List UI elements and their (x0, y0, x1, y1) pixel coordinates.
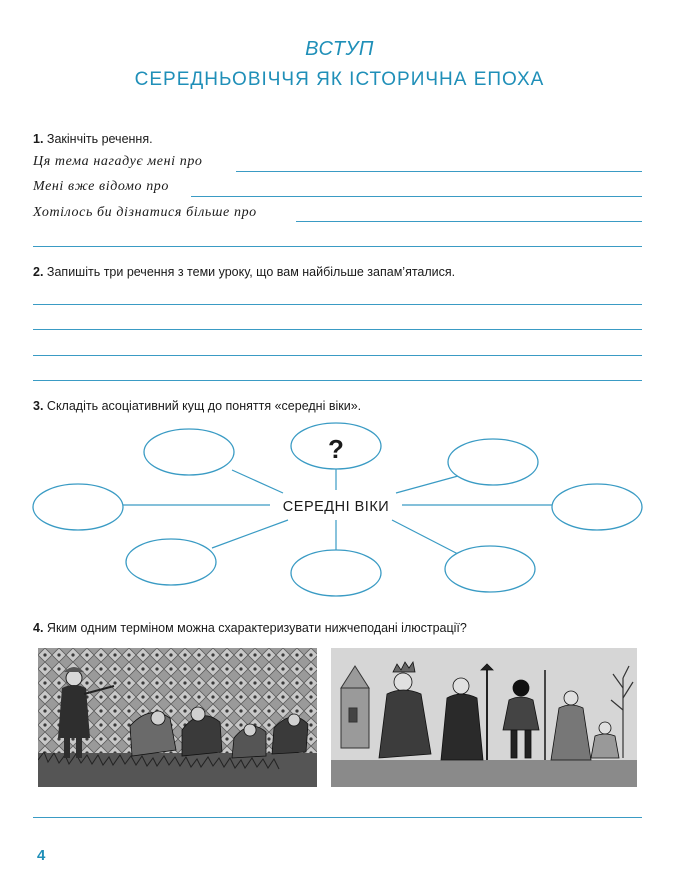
answer-line-9[interactable] (33, 817, 642, 818)
page-number: 4 (37, 847, 46, 864)
center-concept-label: СЕРЕДНІ ВІКИ (282, 499, 390, 515)
task-4-text: Яким одним терміном можна схарактеризувати нижчеподані ілюстрації? (46, 621, 467, 635)
connector-bottom-right (392, 520, 458, 554)
task-4-prompt (33, 621, 467, 635)
task-3-text: Складіть асоціативний кущ до поняття «середні віки». (46, 399, 362, 413)
task-2-text: Запишіть три речення з теми уроку, що вам найбільше запам’яталися. (46, 265, 456, 279)
task-2-number: 2. (33, 265, 44, 279)
sentence-2: Мені вже відомо про (33, 179, 169, 194)
bubble-bottom[interactable] (291, 550, 381, 596)
bubble-bottom-left[interactable] (126, 539, 216, 585)
sentence-3: Хотілось би дізнатися більше про (33, 205, 257, 220)
question-mark: ? (328, 434, 344, 464)
bubble-right[interactable] (552, 484, 642, 530)
bubble-left[interactable] (33, 484, 123, 530)
task-1-text: Закінчіть речення. (46, 132, 153, 146)
sentence-1: Ця тема нагадує мені про (33, 154, 203, 169)
connector-top-left (232, 470, 283, 493)
illustration-harvest (38, 648, 317, 787)
section-title: ВСТУП (305, 38, 374, 60)
connector-bottom-left (212, 520, 288, 548)
connector-top-right (396, 476, 458, 493)
bubble-top-left[interactable] (144, 429, 234, 475)
illustration-estates (331, 648, 637, 787)
page-title: СЕРЕДНЬОВІЧЧЯ ЯК ІСТОРИЧНА ЕПОХА (134, 69, 545, 90)
task-3-number: 3. (33, 399, 44, 413)
bubble-top-right[interactable] (448, 439, 538, 485)
task-4-number: 4. (33, 621, 44, 635)
bubble-bottom-right[interactable] (445, 546, 535, 592)
task-1-number: 1. (33, 132, 44, 146)
